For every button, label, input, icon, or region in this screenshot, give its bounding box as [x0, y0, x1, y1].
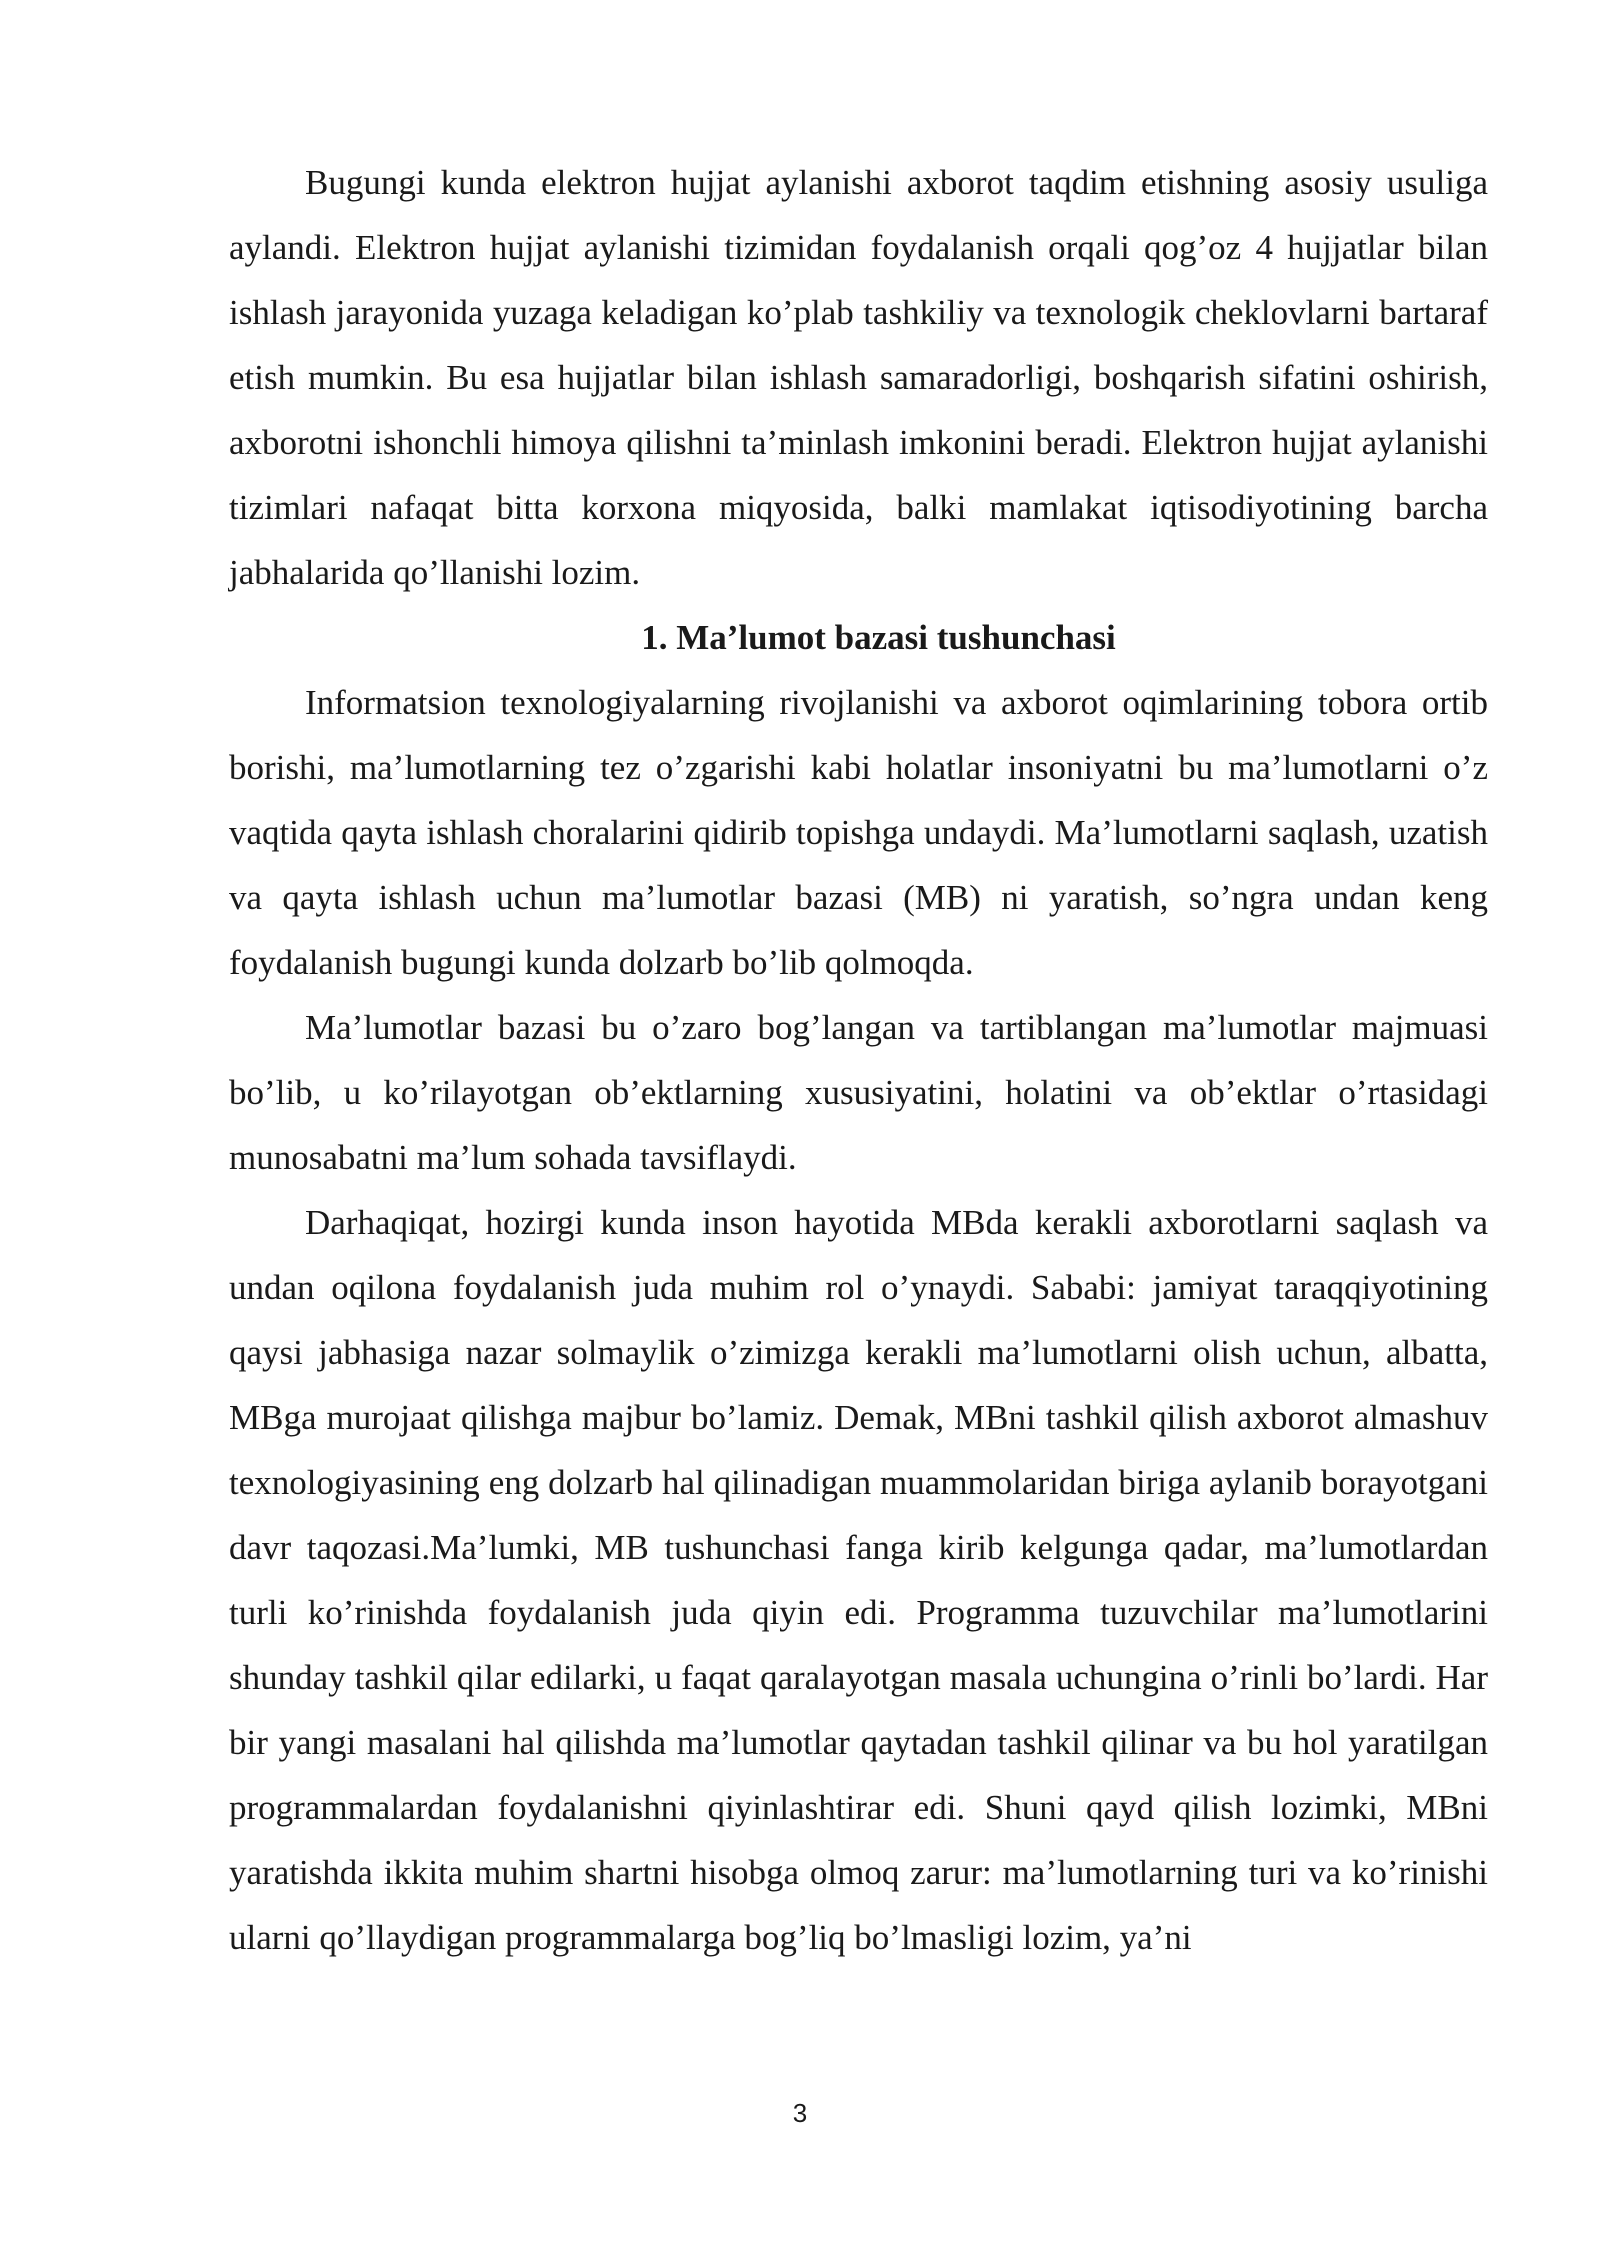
paragraph-definition: Ma’lumotlar bazasi bu o’zaro bog’langan va tartiblangan ma’lumotlar majmuasi bo’lib, u ko’rilayotgan ob’ektlarning xususiyatini, holatini va ob’ektlar o’rtasidagi munosabatni ma’lum sohada tavsiflaydi.: [229, 1008, 1488, 1177]
paragraph-darhaqiqat: Darhaqiqat, hozirgi kunda inson hayotida MBda kerakli axborotlarni saqlash va undan oqilona foydalanish juda muhim rol o’ynaydi. Sababi: jamiyat taraqqiyotining qaysi jabhasiga nazar solmaylik o’zimizga kerakli ma’lumotlarni olish uchun, albatta, MBga murojaat qilishga majbur bo’lamiz. Demak, MBni tashkil qilish axborot almashuv texnologiyasining eng dolzarb hal qilinadigan muammolaridan biriga aylanib borayotgani davr taqozasi.Ma’lumki, MB tushunchasi fanga kirib kelgunga qadar, ma’lumotlardan turli ko’rinishda foydalanish juda qiyin edi. Programma tuzuvchilar ma’lumotlarini shunday tashkil qilar edilarki, u faqat qaralayotgan masala uchungina o’rinli bo’lardi. Har bir yangi masalani hal qilishda ma’lumotlar qaytadan tashkil qilinar va bu hol yaratilgan programmalardan foydalanishni qiyinlashtirar edi. Shuni qayd qilish lozimki, MBni yaratishda ikkita muhim shartni hisobga olmoq zarur: ma’lumotlarning turi va ko’rinishi ularni qo’llaydigan programmalarga bog’liq bo’lmasligi lozim, ya’ni: [229, 1203, 1488, 1957]
page-content: [229, 150, 1488, 1970]
section-heading: 1. Ma’lumot bazasi tushunchasi: [641, 618, 1116, 657]
page-number: 3: [792, 2098, 808, 2128]
intro-paragraph: Bugungi kunda elektron hujjat aylanishi axborot taqdim etishning asosiy usuliga aylandi. Elektron hujjat aylanishi tizimidan foydalanish orqali qog’oz 4 hujjatlar bilan ishlash jarayonida yuzaga keladigan ko’plab tashkiliy va texnologik cheklovlarni bartaraf etish mumkin. Bu esa hujjatlar bilan ishlash samaradorligi, boshqarish sifatini oshirish, axborotni ishonchli himoya qilishni ta’minlash imkonini beradi. Elektron hujjat aylanishi tizimlari nafaqat bitta korxona miqyosida, balki mamlakat iqtisodiyotining barcha jabhalarida qo’llanishi lozim.: [229, 163, 1488, 592]
paragraph-informatsion: Informatsion texnologiyalarning rivojlanishi va axborot oqimlarining tobora ortib borishi, ma’lumotlarning tez o’zgarishi kabi holatlar insoniyatni bu ma’lumotlarni o’z vaqtida qayta ishlash choralarini qidirib topishga undaydi. Ma’lumotlarni saqlash, uzatish va qayta ishlash uchun ma’lumotlar bazasi (MB) ni yaratish, so’ngra undan keng foydalanish bugungi kunda dolzarb bo’lib qolmoqda.: [229, 683, 1488, 982]
